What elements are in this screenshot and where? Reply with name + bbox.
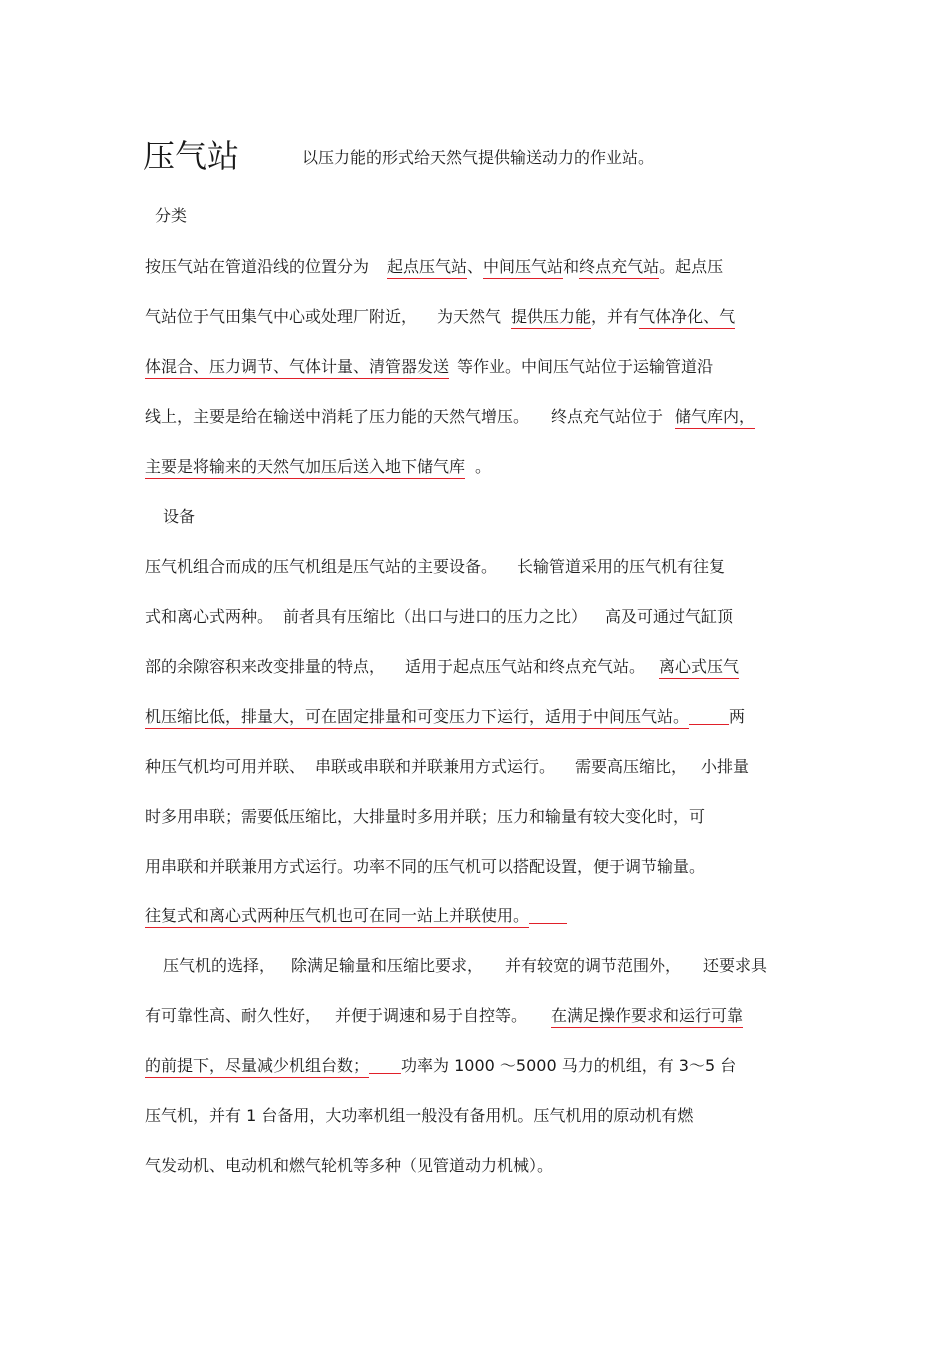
classification-line-3 (145, 357, 713, 377)
underlined-term-middle-station: 中间压气站 (483, 257, 563, 279)
page-title: 压气站 (143, 137, 240, 175)
selection-line-2 (145, 1006, 743, 1026)
underlined-term-pressure-energy: 提供压力能 (511, 307, 591, 329)
text-run: 部的余隙容积来改变排量的特点， (145, 657, 386, 676)
text-run: 有可靠性高、耐久性好， (145, 1006, 322, 1025)
section-heading-classification: 分类 (155, 206, 188, 225)
equipment-line-1 (145, 557, 725, 577)
equipment-line-2 (145, 607, 733, 627)
text-run: 线上，主要是给在输送中消耗了压力能的天然气增压。 (145, 407, 530, 426)
underlined-term-underground-storage: 主要是将输来的天然气加压后送入地下储气库 (145, 457, 465, 479)
equipment-line-3 (145, 657, 739, 677)
text-run: 前者具有压缩比（出口与进口的压力之比） (283, 607, 588, 626)
text-run: 并便于调速和易于自控等。 (335, 1006, 528, 1025)
section-heading-equipment: 设备 (163, 507, 196, 526)
text-run: 终点充气站位于 (551, 407, 664, 426)
classification-line-2 (145, 307, 735, 327)
text-run: 需要高压缩比， (575, 757, 688, 776)
selection-line-1 (163, 956, 767, 976)
text-run: 两 (729, 707, 746, 726)
text-run: 功率为 1000 ～5000 马力的机组，有 3～5 台 (401, 1056, 737, 1075)
text-run: 等作业。中间压气站位于运输管道沿 (457, 357, 714, 376)
text-run: 压气机的选择， (163, 956, 276, 975)
text-run: 种压气机均可用并联、 (145, 757, 306, 776)
text-run: 高及可通过气缸顶 (605, 607, 734, 626)
text-run: 为天然气 (437, 307, 502, 326)
classification-line-4 (145, 407, 755, 427)
selection-line-4: 压气机，并有 1 台备用，大功率机组一般没有备用机。压气机用的原动机有燃 (145, 1106, 694, 1125)
text-run: 还要求具 (703, 956, 768, 975)
equipment-line-5 (145, 757, 749, 777)
text-run: 和 (563, 257, 580, 276)
underlined-term-centrifugal: 离心式压气 (659, 657, 739, 679)
text-run: 适用于起点压气站和终点充气站。 (405, 657, 646, 676)
equipment-line-6: 时多用串联；需要低压缩比，大排量时多用并联；压力和输量有较大变化时，可 (145, 807, 706, 826)
text-run: 并有较宽的调节范围外， (505, 956, 682, 975)
text-run: 式和离心式两种。 (145, 607, 274, 626)
underlined-term-reduce-units: 的前提下，尽量减少机组台数； (145, 1056, 369, 1078)
text-run: 压气机组合而成的压气机组是压气站的主要设备。 (145, 557, 498, 576)
text-run: 。 (475, 457, 492, 476)
underlined-term-operations: 体混合、压力调节、气体计量、清管器发送 (145, 357, 449, 379)
text-run: 长输管道采用的压气机有往复 (517, 557, 726, 576)
text-run: 气站位于气田集气中心或处理厂附近， (145, 307, 418, 326)
underlined-term-start-station: 起点压气站 (387, 257, 467, 279)
equipment-line-7: 用串联和并联兼用方式运行。功率不同的压气机可以搭配设置，便于调节输量。 (145, 857, 706, 876)
underlined-term-centrifugal-detail: 机压缩比低，排量大，可在固定排量和可变压力下运行，适用于中间压气站。 (145, 707, 689, 729)
underlined-term-purification: 气体净化、气 (639, 307, 735, 329)
text-run: 、 (467, 257, 484, 276)
underlined-term-parallel-use: 往复式和离心式两种压气机也可在同一站上并联使用。 (145, 906, 529, 928)
text-run: 除满足输量和压缩比要求， (291, 956, 484, 975)
classification-line-1 (145, 257, 723, 277)
page-subtitle: 以压力能的形式给天然气提供输送动力的作业站。 (302, 148, 655, 167)
underlined-term-storage: 储气库内， (675, 407, 755, 429)
equipment-line-4 (145, 707, 745, 727)
equipment-line-8 (145, 906, 567, 926)
text-run: 串联或串联和并联兼用方式运行。 (315, 757, 556, 776)
selection-line-5: 气发动机、电动机和燃气轮机等多种（见管道动力机械）。 (145, 1156, 554, 1175)
selection-line-3 (145, 1056, 736, 1076)
underlined-term-operation-requirements: 在满足操作要求和运行可靠 (551, 1006, 743, 1028)
underlined-term-end-station: 终点充气站 (579, 257, 659, 279)
text-run: ，并有 (591, 307, 640, 326)
text-run: 小排量 (701, 757, 750, 776)
text-run: 按压气站在管道沿线的位置分为 (145, 257, 370, 276)
classification-line-5 (145, 457, 491, 477)
text-run: 。起点压 (659, 257, 724, 276)
